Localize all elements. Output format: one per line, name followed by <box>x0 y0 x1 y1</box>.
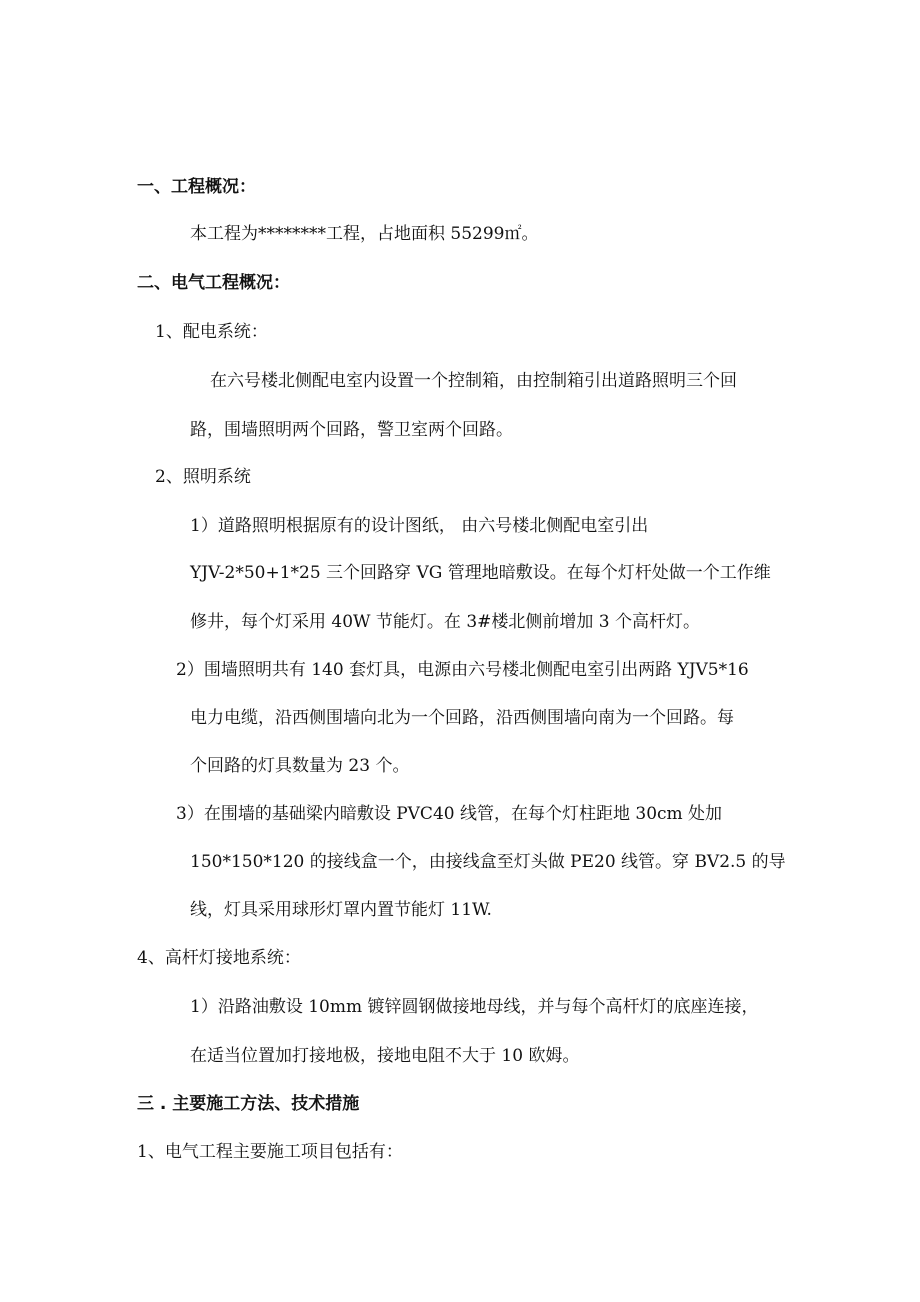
subsection-lighting-title: 2、照明系统 <box>155 467 251 487</box>
grounding-item-1-line-2: 在适当位置加打接地极，接地电阻不大于 10 欧姆。 <box>190 1046 580 1066</box>
section-3-subsection-1-title: 1、电气工程主要施工项目包括有： <box>137 1142 403 1162</box>
lighting-item-3-line-1: 3）在围墙的基础梁内暗敷设 PVC40 线管，在每个灯柱距地 30cm 处加 <box>176 804 723 824</box>
lighting-item-1-line-2: YJV-2*50+1*25 三个回路穿 VG 管理地暗敷设。在每个灯杆处做一个工作维 <box>190 563 771 583</box>
section-1-heading: 一、工程概况： <box>137 177 256 197</box>
grounding-item-1-line-1: 1）沿路油敷设 10mm 镀锌圆钢做接地母线，并与每个高杆灯的底座连接， <box>190 997 759 1017</box>
subsection-grounding-title: 4、高杆灯接地系统： <box>137 948 301 968</box>
lighting-item-3-line-2: 150*150*120 的接线盒一个，由接线盒至灯头做 PE20 线管。穿 BV2.5 的导 <box>190 852 786 872</box>
section-1-body: 本工程为********工程，占地面积 55299㎡。 <box>190 224 539 244</box>
power-distribution-text-line-1: 在六号楼北侧配电室内设置一个控制箱，由控制箱引出道路照明三个回 <box>210 371 737 391</box>
lighting-item-3-line-3: 线，灯具采用球形灯罩内置节能灯 11W. <box>190 900 492 920</box>
lighting-item-1-line-1: 1）道路照明根据原有的设计图纸， 由六号楼北侧配电室引出 <box>190 516 649 536</box>
lighting-item-2-line-2: 电力电缆，沿西侧围墙向北为一个回路，沿西侧围墙向南为一个回路。每 <box>190 708 734 728</box>
section-2-heading: 二、电气工程概况： <box>137 273 290 293</box>
lighting-item-2-line-1: 2）围墙照明共有 140 套灯具，电源由六号楼北侧配电室引出两路 YJV5*16 <box>176 660 749 680</box>
subsection-power-distribution-title: 1、配电系统： <box>155 322 268 342</box>
section-3-heading: 三 . 主要施工方法、技术措施 <box>137 1094 360 1114</box>
lighting-item-2-line-3: 个回路的灯具数量为 23 个。 <box>190 756 410 776</box>
lighting-item-1-line-3: 修井，每个灯采用 40W 节能灯。在 3#楼北侧前增加 3 个高杆灯。 <box>190 612 700 632</box>
power-distribution-text-line-2: 路，围墙照明两个回路，警卫室两个回路。 <box>190 420 513 440</box>
